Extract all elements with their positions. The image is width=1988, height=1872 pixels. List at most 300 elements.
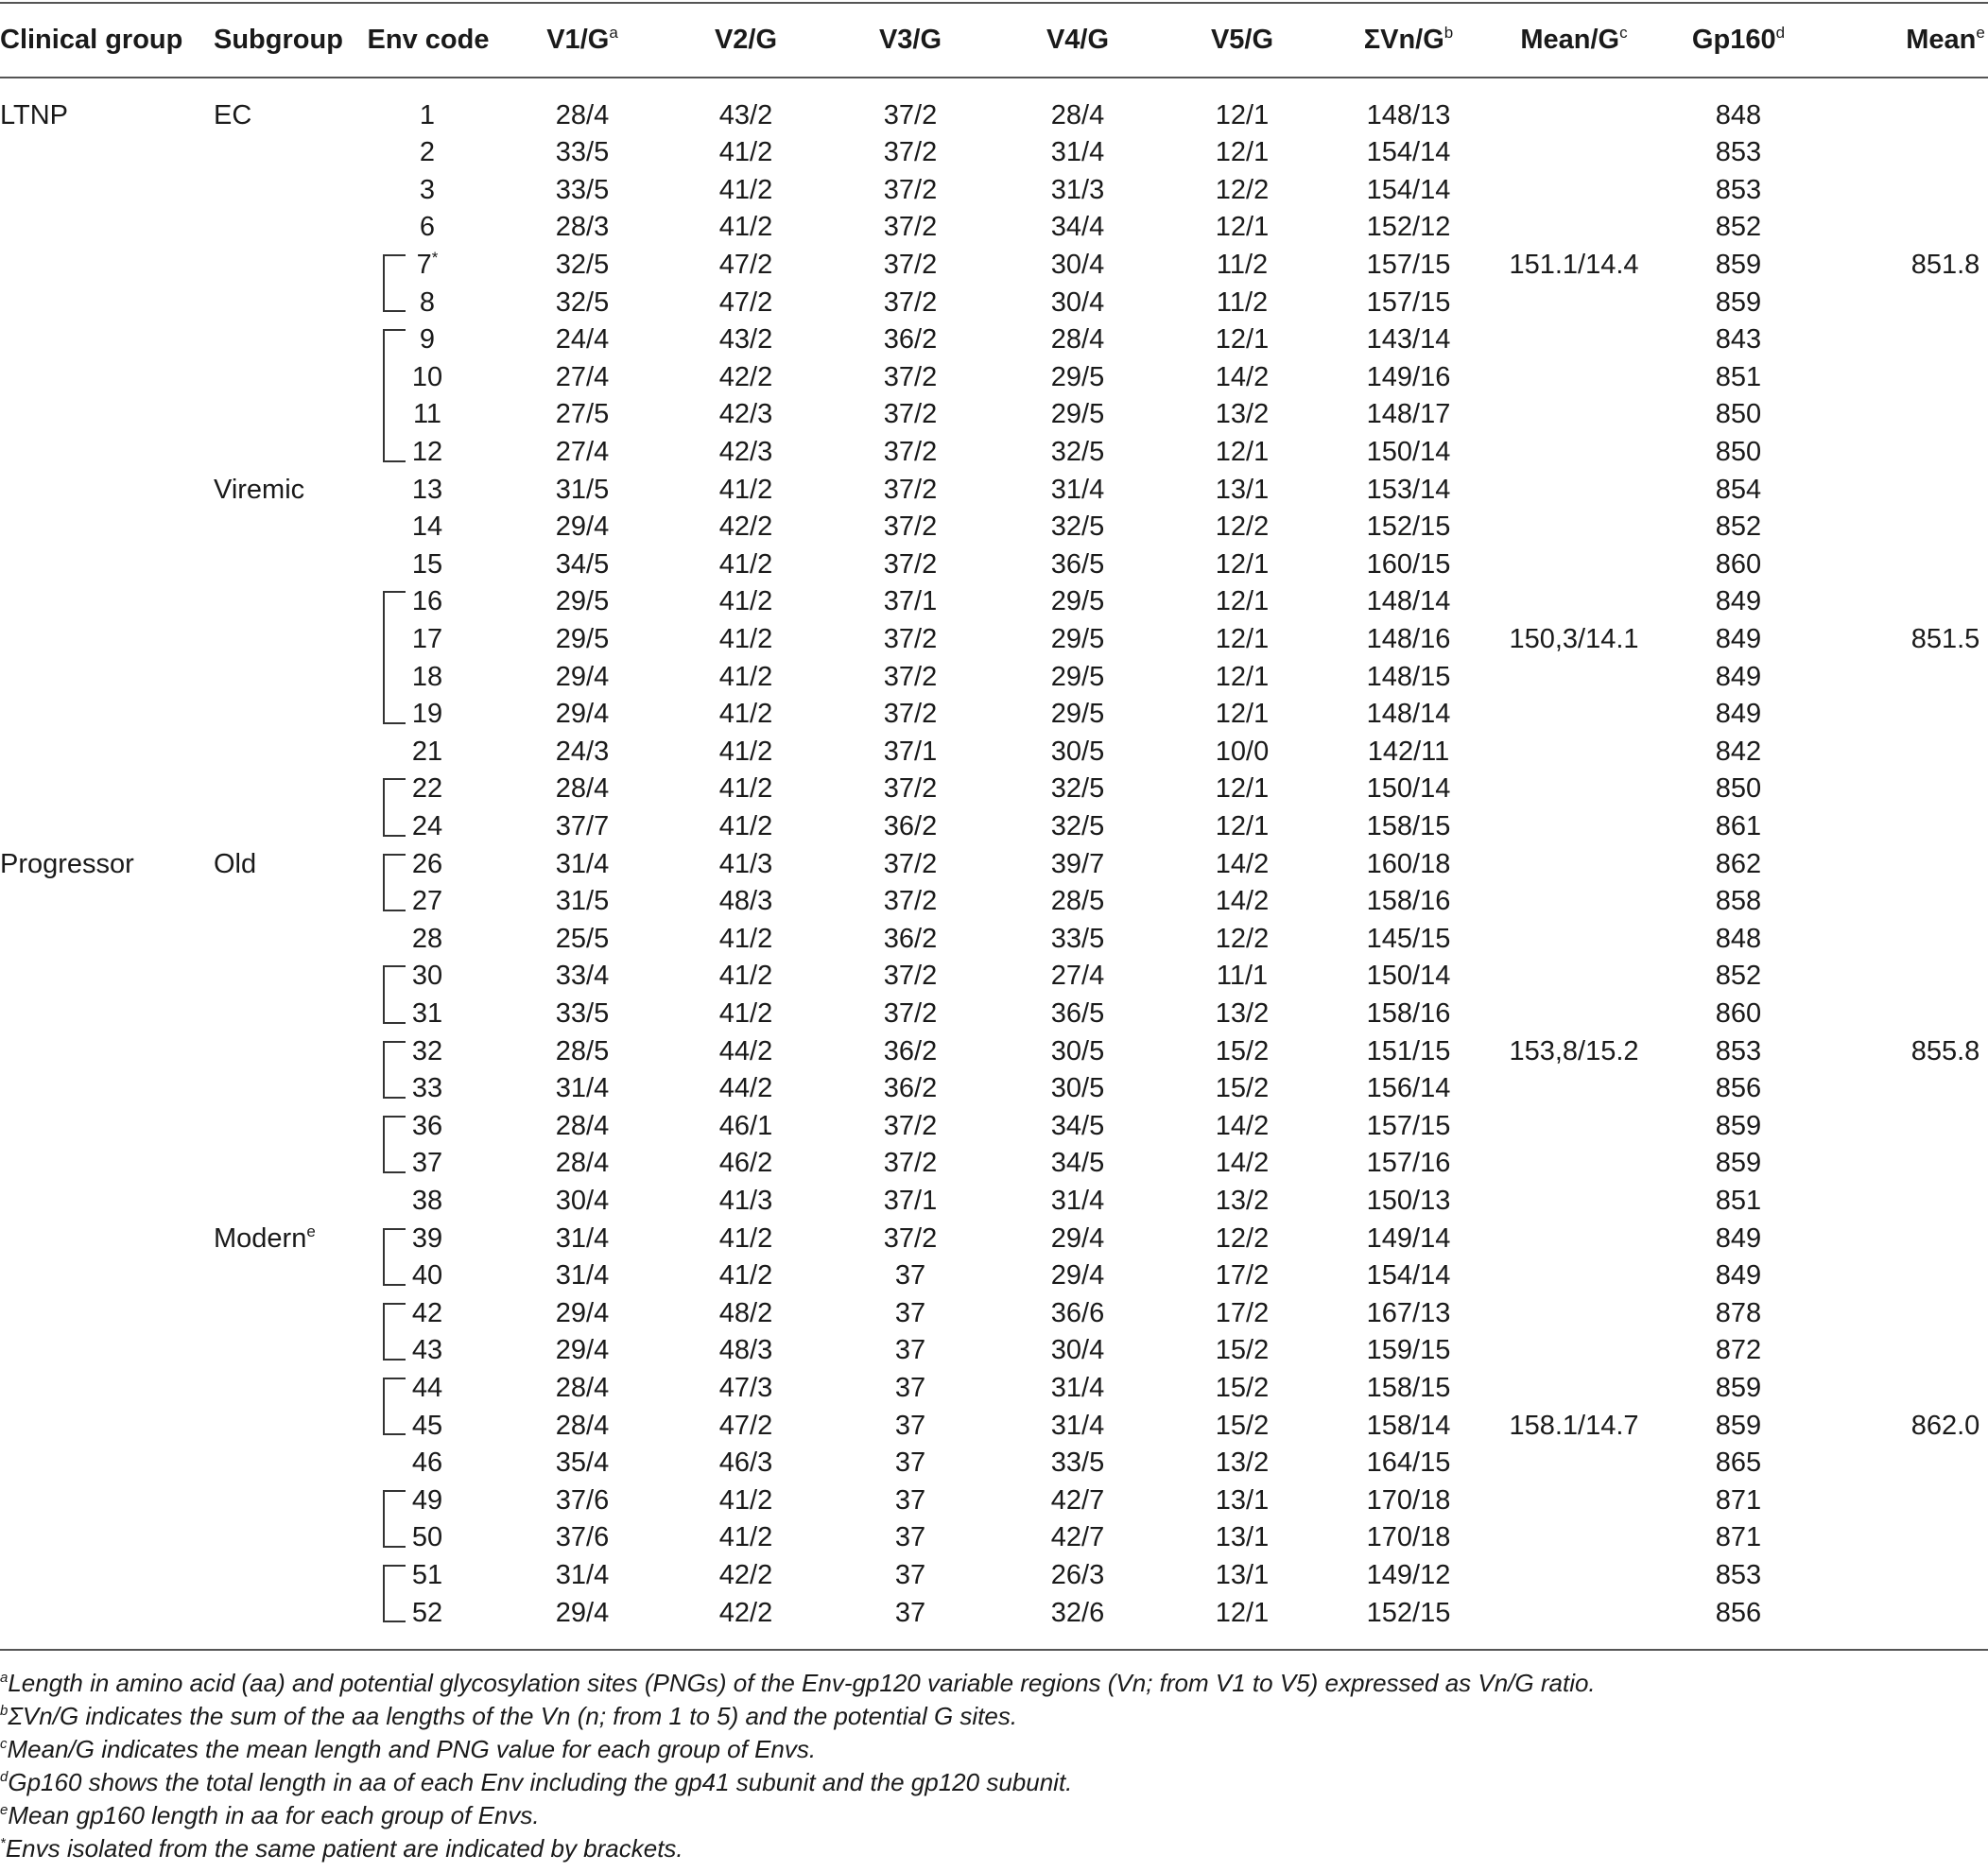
cell-text: 8 (419, 286, 436, 318)
cell-text: 37 (894, 1260, 926, 1291)
cell-text: 853 (1715, 1035, 1762, 1066)
cell-text: 157/15 (1366, 1110, 1451, 1141)
v5-cell (1216, 1032, 1269, 1070)
cell-text: 860 (1715, 997, 1762, 1029)
v4-cell (1051, 471, 1104, 509)
cell-text: 47/2 (718, 286, 773, 318)
cell-text: 24 (411, 810, 443, 841)
v2-cell (719, 695, 772, 733)
cell-text: 12/2 (1215, 174, 1270, 205)
cell-text: V1/G (546, 25, 610, 55)
v1-cell (556, 96, 609, 134)
mean-g-cell (1509, 246, 1638, 284)
cell-text: 157/15 (1366, 249, 1451, 280)
cell-text: 12/1 (1215, 436, 1270, 467)
cell-text: 852 (1715, 212, 1762, 243)
cell-text: 12/2 (1215, 923, 1270, 954)
cell-text: 32/5 (1050, 810, 1105, 841)
gp160-cell (1716, 882, 1761, 920)
v2-cell (719, 807, 772, 845)
cell-text: 859 (1715, 286, 1762, 318)
v2-cell (719, 171, 772, 209)
cell-text: 42/3 (718, 436, 773, 467)
sum-cell (1367, 246, 1451, 284)
mean-cell (1911, 1032, 1980, 1070)
v5-cell (1216, 171, 1269, 209)
v4-cell (1051, 733, 1104, 771)
cell-text: Modern (214, 1222, 307, 1254)
cell-text: 37/2 (883, 886, 938, 917)
gp160-cell (1716, 395, 1761, 433)
cell-text: 37 (894, 1484, 926, 1516)
v3-cell (884, 1144, 937, 1182)
cell-text: EC (214, 99, 252, 130)
v5-cell (1216, 582, 1269, 620)
v3-cell (895, 1482, 925, 1519)
footnote-mark: e (0, 1802, 9, 1818)
cell-text: 37/2 (883, 212, 938, 243)
cell-text: 872 (1715, 1335, 1762, 1366)
cell-text: 15/2 (1215, 1335, 1270, 1366)
cell-text: 48/2 (718, 1297, 773, 1328)
v4-cell (1051, 1331, 1104, 1369)
cell-text: 38 (411, 1185, 443, 1216)
cell-text: 11 (412, 399, 442, 430)
v2-cell (719, 208, 772, 246)
cell-text: 150/14 (1366, 773, 1451, 805)
v3-cell (895, 1556, 925, 1594)
cell-text: 37/2 (883, 548, 938, 580)
cell-text: Viremic (214, 474, 305, 505)
cell-text: 41/2 (718, 1484, 773, 1516)
env-code-cell (412, 1069, 442, 1107)
cell-text: 39 (411, 1222, 443, 1254)
gp160-cell (1716, 1444, 1761, 1482)
v4-cell (1051, 1032, 1104, 1070)
cell-text: 152/12 (1366, 212, 1451, 243)
v5-cell (1216, 1594, 1269, 1632)
v2-cell (719, 96, 772, 134)
sum-cell (1367, 1556, 1451, 1594)
cell-text: 27/4 (1050, 961, 1105, 992)
env-code-cell (420, 96, 435, 134)
v3-cell (884, 695, 937, 733)
v1-cell (556, 1257, 609, 1294)
v3-cell (884, 995, 937, 1032)
cell-text: Subgroup (214, 25, 343, 55)
mean-cell (1911, 246, 1980, 284)
v2-cell (719, 957, 772, 995)
v4-cell (1051, 620, 1104, 658)
v5-cell (1216, 770, 1269, 807)
gp160-cell (1716, 658, 1761, 696)
header-v2 (715, 21, 777, 59)
env-code-cell (412, 1257, 442, 1294)
gp160-cell (1716, 1407, 1761, 1445)
cell-text: 160/15 (1366, 548, 1451, 580)
gp160-cell (1716, 284, 1761, 321)
v2-cell (719, 1107, 772, 1145)
gp160-cell (1716, 1144, 1761, 1182)
header-v5 (1211, 21, 1273, 59)
gp160-cell (1716, 1331, 1761, 1369)
cell-text: 37 (894, 1335, 926, 1366)
cell-text: 46 (411, 1447, 443, 1479)
v5-cell (1216, 208, 1269, 246)
cell-text: 37/6 (555, 1522, 610, 1553)
v4-cell (1051, 1257, 1104, 1294)
cell-text: 170/18 (1366, 1484, 1451, 1516)
gp160-cell (1716, 208, 1761, 246)
env-code-cell (412, 433, 442, 471)
sum-cell (1367, 995, 1451, 1032)
v3-cell (884, 96, 937, 134)
env-code-cell (412, 807, 442, 845)
cell-text: 853 (1715, 174, 1762, 205)
cell-text: 849 (1715, 661, 1762, 692)
cell-text: 12/1 (1215, 212, 1270, 243)
cell-text: 41/2 (718, 474, 773, 505)
v4-cell (1051, 1518, 1104, 1556)
cell-text: 29/4 (555, 511, 610, 543)
cell-text: 148/15 (1366, 661, 1451, 692)
cell-text: 167/13 (1366, 1297, 1451, 1328)
env-code-cell (412, 1220, 442, 1257)
v5-cell (1216, 1556, 1269, 1594)
cell-text: 33 (411, 1073, 443, 1104)
v3-cell (884, 1220, 937, 1257)
cell-text: 22 (411, 773, 443, 805)
cell-text: 32/5 (1050, 511, 1105, 543)
cell-text: 46/1 (718, 1110, 773, 1141)
cell-text: 31/4 (1050, 137, 1105, 168)
cell-text: 21 (411, 736, 443, 767)
sum-cell (1367, 1482, 1451, 1519)
v4-cell (1051, 957, 1104, 995)
cell-text: 871 (1715, 1522, 1762, 1553)
v4-cell (1051, 1182, 1104, 1220)
footnote (0, 1666, 1596, 1700)
v1-cell (556, 1518, 609, 1556)
cell-text: 29/5 (1050, 661, 1105, 692)
v3-cell (884, 471, 937, 509)
v5-cell (1216, 321, 1269, 358)
cell-text: 37/2 (883, 961, 938, 992)
cell-text: 850 (1715, 399, 1762, 430)
env-code-cell (412, 582, 442, 620)
cell-text: 17/2 (1215, 1297, 1270, 1328)
cell-text: 29/5 (1050, 699, 1105, 730)
v3-cell (884, 433, 937, 471)
v4-cell (1051, 1556, 1104, 1594)
same-patient-bracket (383, 1116, 406, 1174)
cell-text: 12/1 (1215, 137, 1270, 168)
env-code-cell (412, 1594, 442, 1632)
cell-text: 36/2 (883, 1035, 938, 1066)
cell-text: 859 (1715, 249, 1762, 280)
v2-cell (719, 920, 772, 958)
v2-cell (719, 1144, 772, 1182)
cell-text: 12/1 (1215, 1597, 1270, 1628)
v1-cell (556, 1032, 609, 1070)
sum-cell (1367, 284, 1451, 321)
bottom-rule (0, 1649, 1988, 1651)
v4-cell (1051, 658, 1104, 696)
superscript-mark: b (1443, 24, 1454, 42)
v1-cell (556, 1369, 609, 1407)
v5-cell (1216, 882, 1269, 920)
footnote (0, 1699, 1017, 1733)
cell-text: 30/5 (1050, 736, 1105, 767)
cell-text: 28/5 (555, 1035, 610, 1066)
cell-text: 15/2 (1215, 1073, 1270, 1104)
cell-text: 37/2 (883, 699, 938, 730)
same-patient-bracket (383, 1565, 406, 1623)
top-rule (0, 2, 1988, 4)
cell-text: 37/2 (883, 848, 938, 879)
cell-text: 37/2 (883, 773, 938, 805)
v4-cell (1051, 845, 1104, 883)
v4-cell (1051, 246, 1104, 284)
cell-text: 152/15 (1366, 1597, 1451, 1628)
cell-text: 30/4 (555, 1185, 610, 1216)
v5-cell (1217, 284, 1268, 321)
v3-cell (884, 620, 937, 658)
cell-text: 41/2 (718, 923, 773, 954)
v4-cell (1051, 508, 1104, 546)
v1-cell (556, 395, 609, 433)
v1-cell (556, 1594, 609, 1632)
sum-cell (1367, 620, 1451, 658)
cell-text: 42/2 (718, 1597, 773, 1628)
v3-cell (884, 395, 937, 433)
cell-text: 160/18 (1366, 848, 1451, 879)
v5-cell (1216, 358, 1269, 396)
cell-text: 12/1 (1215, 548, 1270, 580)
cell-text: 32/5 (1050, 773, 1105, 805)
v3-cell (884, 845, 937, 883)
cell-text: 28/4 (555, 99, 610, 130)
header-clinical-group (0, 21, 182, 59)
v4-cell (1051, 433, 1104, 471)
cell-text: 41/2 (718, 137, 773, 168)
mean-g-cell (1509, 1032, 1638, 1070)
cell-text: 142/11 (1367, 736, 1450, 767)
cell-text: 158/16 (1366, 997, 1451, 1029)
cell-text: 851.8 (1910, 249, 1980, 280)
footnote (0, 1798, 540, 1832)
cell-text: 29/5 (555, 586, 610, 617)
gp160-cell (1716, 733, 1761, 771)
gp160-cell (1716, 133, 1761, 171)
sum-cell (1367, 882, 1451, 920)
cell-text: 15/2 (1215, 1035, 1270, 1066)
sum-cell (1367, 1107, 1451, 1145)
v4-cell (1051, 395, 1104, 433)
cell-text: 41/2 (718, 699, 773, 730)
v5-cell (1216, 471, 1269, 509)
cell-text: 29/4 (555, 661, 610, 692)
cell-text: 12/1 (1215, 99, 1270, 130)
env-code-cell (412, 770, 442, 807)
cell-text: 13/1 (1215, 1522, 1270, 1553)
cell-text: 30/5 (1050, 1073, 1105, 1104)
cell-text: 39/7 (1050, 848, 1105, 879)
cell-text: 37/2 (883, 1148, 938, 1179)
cell-text: 41/2 (718, 961, 773, 992)
v5-cell (1216, 433, 1269, 471)
cell-text: 150/13 (1366, 1185, 1451, 1216)
cell-text: 49 (411, 1484, 443, 1516)
cell-text: 854 (1715, 474, 1762, 505)
cell-text: 29/4 (555, 699, 610, 730)
same-patient-bracket (383, 965, 406, 1024)
v1-cell (556, 1294, 609, 1332)
cell-text: 37/2 (883, 997, 938, 1029)
v2-cell (719, 1331, 772, 1369)
sum-cell (1368, 733, 1450, 771)
cell-text: 29/5 (555, 623, 610, 654)
cell-text: 37/2 (883, 286, 938, 318)
v5-cell (1216, 1482, 1269, 1519)
v3-cell (884, 770, 937, 807)
sum-cell (1367, 1369, 1451, 1407)
v2-cell (719, 508, 772, 546)
cell-text: 32 (411, 1035, 443, 1066)
cell-text: 24/4 (555, 324, 610, 355)
v4-cell (1051, 695, 1104, 733)
subgroup-label (214, 471, 304, 509)
cell-text: 27/5 (555, 399, 610, 430)
v4-cell (1051, 807, 1104, 845)
mean-cell (1911, 1407, 1980, 1445)
cell-text: 36/5 (1050, 997, 1105, 1029)
v1-cell (556, 695, 609, 733)
cell-text: 859 (1715, 1110, 1762, 1141)
env-code-cell (420, 284, 435, 321)
subgroup-label (214, 1220, 316, 1257)
cell-text: 37/2 (883, 249, 938, 280)
cell-text: 46/3 (718, 1447, 773, 1479)
v2-cell (719, 1220, 772, 1257)
v3-cell (895, 1518, 925, 1556)
v1-cell (556, 1220, 609, 1257)
v5-cell (1216, 1518, 1269, 1556)
cell-text: 30 (411, 961, 443, 992)
header-mean-g (1520, 21, 1627, 59)
cell-text: 843 (1715, 324, 1762, 355)
cell-text: 36 (411, 1110, 443, 1141)
cell-text: 34/5 (1050, 1148, 1105, 1179)
cell-text: 154/14 (1366, 174, 1451, 205)
v5-cell (1216, 1220, 1269, 1257)
cell-text: 16 (411, 586, 443, 617)
cell-text: 37 (894, 1372, 926, 1403)
same-patient-bracket (383, 591, 406, 724)
cell-text: 37/7 (555, 810, 610, 841)
v1-cell (556, 246, 609, 284)
cell-text: 28/5 (1050, 886, 1105, 917)
env-code-cell (412, 471, 442, 509)
cell-text: 29/4 (555, 1335, 610, 1366)
cell-text: 13/1 (1215, 1559, 1270, 1590)
cell-text: 31/4 (555, 1222, 610, 1254)
cell-text: 150/14 (1366, 436, 1451, 467)
sum-cell (1367, 658, 1451, 696)
v5-cell (1216, 1257, 1269, 1294)
gp160-cell (1716, 321, 1761, 358)
cell-text: 10/0 (1215, 736, 1270, 767)
gp160-cell (1716, 1482, 1761, 1519)
cell-text: 34/4 (1050, 212, 1105, 243)
cell-text: 157/15 (1366, 286, 1451, 318)
cell-text: 29/5 (1050, 586, 1105, 617)
cell-text: 859 (1715, 1410, 1762, 1441)
v3-cell (895, 1331, 925, 1369)
v1-cell (556, 770, 609, 807)
footnote (0, 1831, 683, 1865)
v2-cell (719, 1257, 772, 1294)
v3-cell (884, 284, 937, 321)
cell-text: 46/2 (718, 1148, 773, 1179)
sum-cell (1367, 1032, 1451, 1070)
v4-cell (1051, 882, 1104, 920)
cell-text: 31/4 (555, 1073, 610, 1104)
gp160-cell (1716, 471, 1761, 509)
v4-cell (1051, 770, 1104, 807)
v1-cell (556, 995, 609, 1032)
cell-text: 14 (411, 511, 443, 543)
cell-text: 40 (411, 1260, 443, 1291)
v4-cell (1051, 208, 1104, 246)
cell-text: 42/7 (1050, 1522, 1105, 1553)
cell-text: 151.1/14.4 (1509, 249, 1639, 280)
v5-cell (1216, 845, 1269, 883)
sum-cell (1367, 920, 1451, 958)
cell-text: 15 (411, 548, 443, 580)
cell-text: 12/1 (1215, 324, 1270, 355)
cell-text: 31/5 (555, 474, 610, 505)
v3-cell (895, 1444, 925, 1482)
v4-cell (1051, 582, 1104, 620)
cell-text: 37 (894, 1447, 926, 1479)
cell-text: 36/2 (883, 923, 938, 954)
gp160-cell (1716, 358, 1761, 396)
cell-text: 41/2 (718, 623, 773, 654)
sum-cell (1367, 957, 1451, 995)
same-patient-bracket (383, 854, 406, 912)
superscript-mark: d (1775, 24, 1786, 42)
cell-text: 37/6 (555, 1484, 610, 1516)
cell-text: 12/1 (1215, 661, 1270, 692)
v4-cell (1051, 1144, 1104, 1182)
cell-text: 32/6 (1050, 1597, 1105, 1628)
cell-text: 148/16 (1366, 623, 1451, 654)
env-code-cell (412, 358, 442, 396)
cell-text: 30/5 (1050, 1035, 1105, 1066)
cell-text: 849 (1715, 1222, 1762, 1254)
v1-cell (556, 1444, 609, 1482)
gp160-cell (1716, 770, 1761, 807)
cell-text: 12 (411, 436, 443, 467)
mean-cell (1911, 620, 1980, 658)
cell-text: 29/5 (1050, 399, 1105, 430)
v2-cell (719, 845, 772, 883)
cell-text: 41/2 (718, 661, 773, 692)
v1-cell (556, 208, 609, 246)
v4-cell (1051, 133, 1104, 171)
gp160-cell (1716, 582, 1761, 620)
